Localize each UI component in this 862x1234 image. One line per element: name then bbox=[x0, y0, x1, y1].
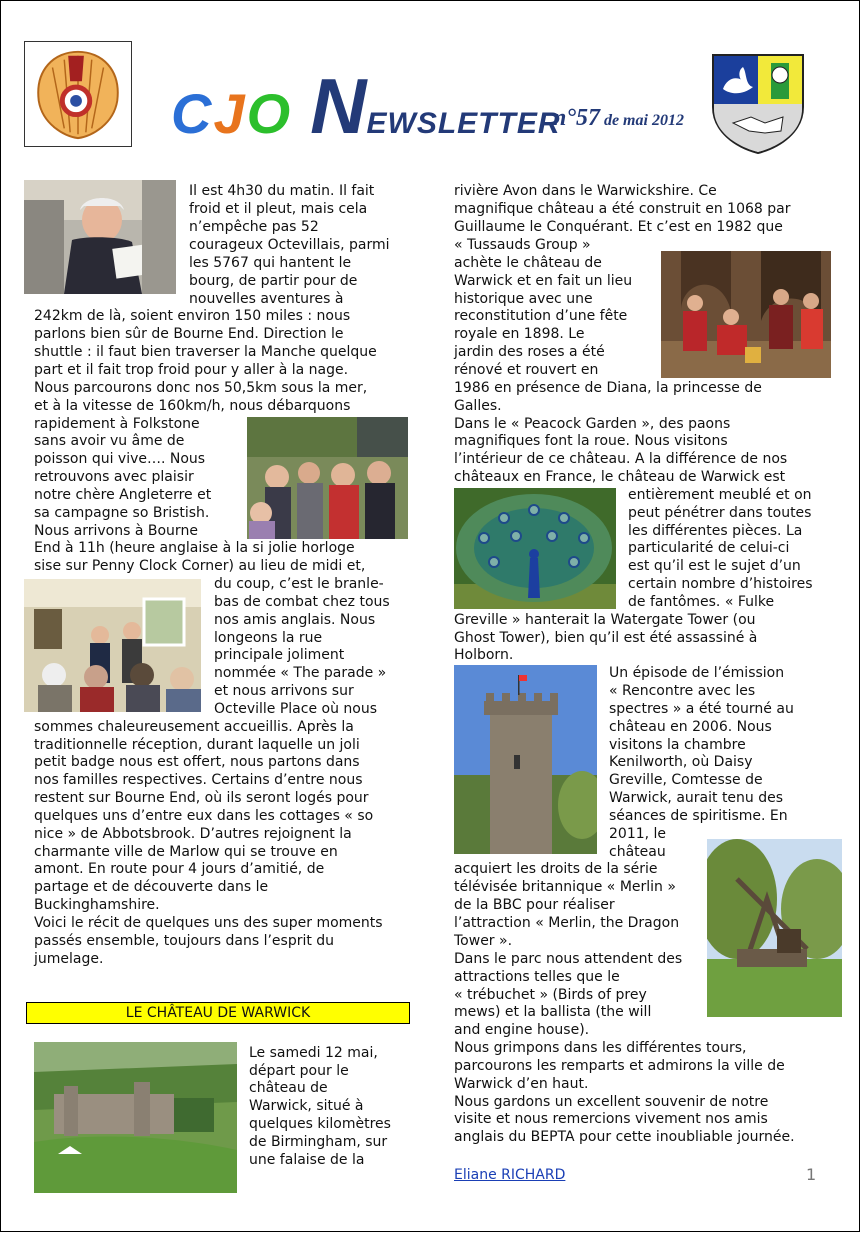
text-line: reconstitution d’une fête bbox=[454, 308, 628, 324]
photo-royal-reconstitution bbox=[661, 251, 831, 378]
text-line: bas de combat chez tous bbox=[214, 594, 390, 610]
text-line: amont. En route pour 4 jours d’amitié, de bbox=[34, 861, 325, 877]
text-line: Warwick et en fait un lieu bbox=[454, 273, 633, 289]
photo-welcome-crowd bbox=[247, 417, 408, 539]
text-line: royale en 1898. Le bbox=[454, 326, 585, 342]
title-letter-j: J bbox=[213, 82, 247, 145]
text-line: et à la vitesse de 160km/h, nous débarquons bbox=[34, 398, 351, 414]
text-line: Greville » hanterait la Watergate Tower (ou bbox=[454, 612, 756, 628]
text-line: châteaux en France, le château de Warwick est bbox=[454, 469, 786, 485]
text-line: mews) et la ballista (the will bbox=[454, 1004, 652, 1020]
text-line: courageux Octevillais, parmi bbox=[189, 237, 390, 253]
title-letter-o: O bbox=[246, 82, 293, 145]
text-line: and engine house). bbox=[454, 1022, 590, 1038]
text-line: visite et nous remercions vivement nos amis bbox=[454, 1111, 768, 1127]
text-line: les 5767 qui hantent le bbox=[189, 255, 352, 271]
photo-peacock bbox=[454, 488, 616, 609]
text-line: Dans le parc nous attendent des bbox=[454, 951, 683, 967]
text-line: rivière Avon dans le Warwickshire. Ce bbox=[454, 183, 717, 199]
text-line: Guillaume le Conquérant. Et c’est en 1982 que bbox=[454, 219, 783, 235]
text-line: certain nombre d’histoires bbox=[628, 576, 813, 592]
title-letter-c: C bbox=[171, 82, 214, 145]
text-line: et nous arrivons sur bbox=[214, 683, 354, 699]
text-line: acquiert les droits de la série bbox=[454, 861, 658, 877]
newsletter-title bbox=[171, 61, 561, 152]
issue-number: n°57 bbox=[553, 105, 600, 131]
text-line: château bbox=[609, 844, 666, 860]
text-line: Warwick, situé à bbox=[249, 1098, 364, 1114]
club-logo bbox=[24, 41, 132, 147]
text-line: quelques kilomètres bbox=[249, 1116, 391, 1132]
text-line: sans avoir vu âme de bbox=[34, 433, 185, 449]
text-line: de fantômes. « Fulke bbox=[628, 594, 775, 610]
text-line: nice » de Abbotsbrook. D’autres rejoignent la bbox=[34, 826, 352, 842]
text-line: rapidement à Folkstone bbox=[34, 416, 200, 432]
text-line: partage et de découverte dans le bbox=[34, 879, 269, 895]
text-line: visitons la chambre bbox=[609, 737, 746, 753]
photo-warwick-castle-aerial bbox=[34, 1042, 237, 1193]
text-line: Nous gardons un excellent souvenir de notre bbox=[454, 1094, 769, 1110]
issue-info bbox=[553, 105, 684, 132]
text-line: nos amis anglais. Nous bbox=[214, 612, 376, 628]
text-line: Nous parcourons donc nos 50,5km sous la mer, bbox=[34, 380, 368, 396]
text-line: château de bbox=[249, 1080, 328, 1096]
text-line: Le samedi 12 mai, bbox=[249, 1045, 378, 1061]
text-line: nos familles respectives. Certains d’entre nous bbox=[34, 772, 363, 788]
text-line: attractions telles que le bbox=[454, 969, 620, 985]
text-line: séances de spiritisme. En bbox=[609, 808, 788, 824]
text-line: parlons bien sûr de Bourne End. Direction le bbox=[34, 326, 344, 342]
text-line: traditionnelle réception, durant laquelle un joli bbox=[34, 737, 360, 753]
text-line: shuttle : il faut bien traverser la Manche quelque bbox=[34, 344, 377, 360]
text-line: achète le château de bbox=[454, 255, 602, 271]
text-line: entièrement meublé et on bbox=[628, 487, 812, 503]
text-line: petit badge nous est offert, nous partons dans bbox=[34, 754, 360, 770]
text-line: 242km de là, soient environ 150 miles : nous bbox=[34, 308, 351, 324]
text-line: quelques uns d’entre eux dans les cottages « so bbox=[34, 808, 374, 824]
title-word-rest: EWSLETTER bbox=[366, 107, 561, 140]
text-line: retrouvons avec plaisir bbox=[34, 469, 194, 485]
text-line: Voici le récit de quelques uns des super moments bbox=[34, 915, 383, 931]
text-line: Galles. bbox=[454, 398, 502, 414]
text-line: Buckinghamshire. bbox=[34, 897, 160, 913]
photo-reception-room bbox=[24, 579, 201, 712]
text-line: une falaise de la bbox=[249, 1152, 365, 1168]
text-line: Il est 4h30 du matin. Il fait bbox=[189, 183, 375, 199]
text-line: poisson qui vive…. Nous bbox=[34, 451, 206, 467]
text-line: « trébuchet » (Birds of prey bbox=[454, 987, 647, 1003]
text-line: les différentes pièces. La bbox=[628, 523, 803, 539]
text-line: départ pour le bbox=[249, 1063, 349, 1079]
text-line: « Tussauds Group » bbox=[454, 237, 591, 253]
text-line: charmante ville de Marlow qui se trouve en bbox=[34, 844, 338, 860]
text-line: Dans le « Peacock Garden », des paons bbox=[454, 416, 731, 432]
text-line: jardin des roses a été bbox=[454, 344, 605, 360]
text-line: Tower ». bbox=[454, 933, 513, 949]
section-heading: LE CHÂTEAU DE WARWICK bbox=[26, 1002, 410, 1024]
title-letter-n: N bbox=[310, 62, 367, 150]
text-line: Greville, Comtesse de bbox=[609, 772, 763, 788]
text-line: Warwick, aurait tenu des bbox=[609, 790, 784, 806]
text-line: l’intérieur de ce château. A la différence de nos bbox=[454, 451, 788, 467]
text-line: du coup, c’est le branle- bbox=[214, 576, 384, 592]
text-line: Octeville Place où nous bbox=[214, 701, 378, 717]
text-line: 1986 en présence de Diana, la princesse de bbox=[454, 380, 762, 396]
text-line: froid et il pleut, mais cela bbox=[189, 201, 368, 217]
text-line: particularité de celui-ci bbox=[628, 540, 790, 556]
text-line: End à 11h (heure anglaise à la si jolie horloge bbox=[34, 540, 355, 556]
text-line: n’empêche pas 52 bbox=[189, 219, 319, 235]
text-line: 2011, le bbox=[609, 826, 667, 842]
text-line: sa campagne so Bristish. bbox=[34, 505, 210, 521]
text-line: parcourons les remparts et admirons la ville de bbox=[454, 1058, 785, 1074]
issue-date: de mai 2012 bbox=[603, 112, 684, 129]
text-line: Holborn. bbox=[454, 647, 514, 663]
text-line: part et il fait trop froid pour y aller à la nage. bbox=[34, 362, 349, 378]
text-line: Nous arrivons à Bourne bbox=[34, 523, 198, 539]
coat-of-arms-logo bbox=[709, 51, 807, 155]
text-line: longeons la rue bbox=[214, 630, 323, 646]
text-line: est qu’il est le sujet d’un bbox=[628, 558, 801, 574]
page-number: 1 bbox=[806, 1165, 817, 1184]
text-line: Nous grimpons dans les différentes tours, bbox=[454, 1040, 747, 1056]
text-line: nommée « The parade » bbox=[214, 665, 387, 681]
text-line: jumelage. bbox=[34, 951, 104, 967]
text-line: « Rencontre avec les bbox=[609, 683, 756, 699]
text-line: Un épisode de l’émission bbox=[609, 665, 785, 681]
text-line: passés ensemble, toujours dans l’esprit du bbox=[34, 933, 335, 949]
text-line: principale joliment bbox=[214, 647, 345, 663]
text-line: notre chère Angleterre et bbox=[34, 487, 212, 503]
text-line: Ghost Tower), bien qu’il est été assassiné à bbox=[454, 630, 758, 646]
text-line: nouvelles aventures à bbox=[189, 291, 344, 307]
text-line: de la BBC pour réaliser bbox=[454, 897, 615, 913]
text-line: bourg, de partir pour de bbox=[189, 273, 358, 289]
photo-trebuchet bbox=[707, 839, 842, 1017]
text-line: restent sur Bourne End, où ils seront logés pour bbox=[34, 790, 369, 806]
text-line: château en 2006. Nous bbox=[609, 719, 772, 735]
text-line: anglais du BEPTA pour cette inoubliable journée. bbox=[454, 1129, 795, 1145]
text-line: rénové et rouvert en bbox=[454, 362, 599, 378]
text-line: Kenilworth, où Daisy bbox=[609, 754, 753, 770]
text-line: magnifiques font la roue. Nous visitons bbox=[454, 433, 728, 449]
text-line: sommes chaleureusement accueillis. Après la bbox=[34, 719, 354, 735]
photo-man-reading bbox=[24, 180, 176, 294]
text-line: peut pénétrer dans toutes bbox=[628, 505, 812, 521]
text-line: Warwick d’en haut. bbox=[454, 1076, 589, 1092]
author-link[interactable]: Eliane RICHARD bbox=[454, 1167, 566, 1183]
photo-watergate-tower bbox=[454, 665, 597, 854]
text-line: historique avec une bbox=[454, 291, 593, 307]
text-line: télévisée britannique « Merlin » bbox=[454, 879, 676, 895]
text-line: de Birmingham, sur bbox=[249, 1134, 388, 1150]
text-line: sise sur Penny Clock Corner) au lieu de midi et, bbox=[34, 558, 366, 574]
text-line: magnifique château a été construit en 1068 par bbox=[454, 201, 791, 217]
text-line: l’attraction « Merlin, the Dragon bbox=[454, 915, 680, 931]
text-line: spectres » a été tourné au bbox=[609, 701, 794, 717]
